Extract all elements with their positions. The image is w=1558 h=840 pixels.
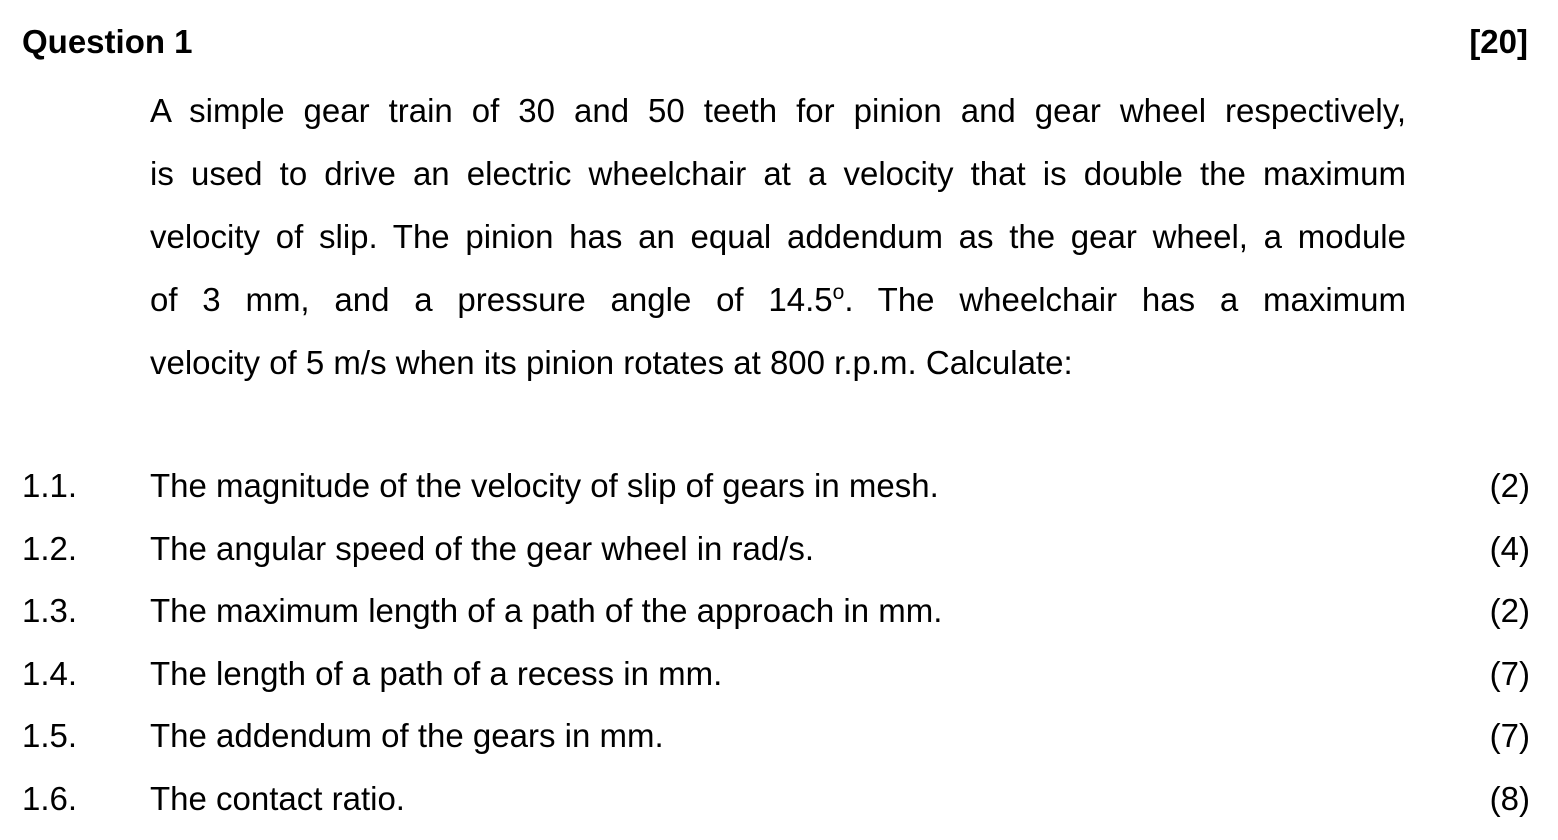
item-number: 1.2. [22,529,78,567]
item-text: The angular speed of the gear wheel in rad/s. [150,529,815,567]
intro-line-4 [150,268,1406,331]
item-number: 1.3. [22,592,78,630]
intro-line-5: velocity of 5 m/s when its pinion rotates at 800 r.p.m. Calculate: [150,344,1073,381]
item-text: The maximum length of a path of the approach in mm. [150,592,943,630]
list-item [22,518,1530,581]
intro-line-2: is used to drive an electric wheelchair at a velocity that is double the maximum [150,155,1406,192]
list-item [22,705,1530,768]
intro-line-4-start: of 3 mm, and a pressure angle of 14.5 [150,281,833,318]
intro-line-3: velocity of slip. The pinion has an equal addendum as the gear wheel, a module [150,218,1406,255]
list-item [22,643,1530,706]
item-marks: (2) [1489,592,1530,630]
degree-superscript: o [832,281,845,304]
item-number: 1.5. [22,717,78,755]
list-item [22,455,1530,518]
item-marks: (8) [1489,779,1530,817]
intro-line-4-end: . The wheelchair has a maximum [844,281,1406,318]
item-text: The magnitude of the velocity of slip of gears in mesh. [150,467,939,504]
item-text: The addendum of the gears in mm. [150,717,664,755]
item-text: The contact ratio. [150,779,405,817]
item-number: 1.6. [22,779,78,817]
list-item [22,580,1530,643]
question-total-marks: [20] [1469,23,1528,60]
list-item [22,768,1530,831]
question-title: Question 1 [22,23,193,60]
item-marks: (7) [1489,654,1530,692]
question-header [22,20,1528,64]
item-number: 1.1. [22,467,78,504]
item-number: 1.4. [22,654,78,692]
item-marks: (2) [1489,467,1530,504]
item-text: The length of a path of a recess in mm. [150,654,723,692]
intro-line-1: A simple gear train of 30 and 50 teeth for pinion and gear wheel respectively, [150,92,1406,129]
item-marks: (4) [1489,529,1530,567]
sub-question-list [22,455,1530,831]
item-marks: (7) [1489,717,1530,755]
question-intro [150,79,1406,394]
